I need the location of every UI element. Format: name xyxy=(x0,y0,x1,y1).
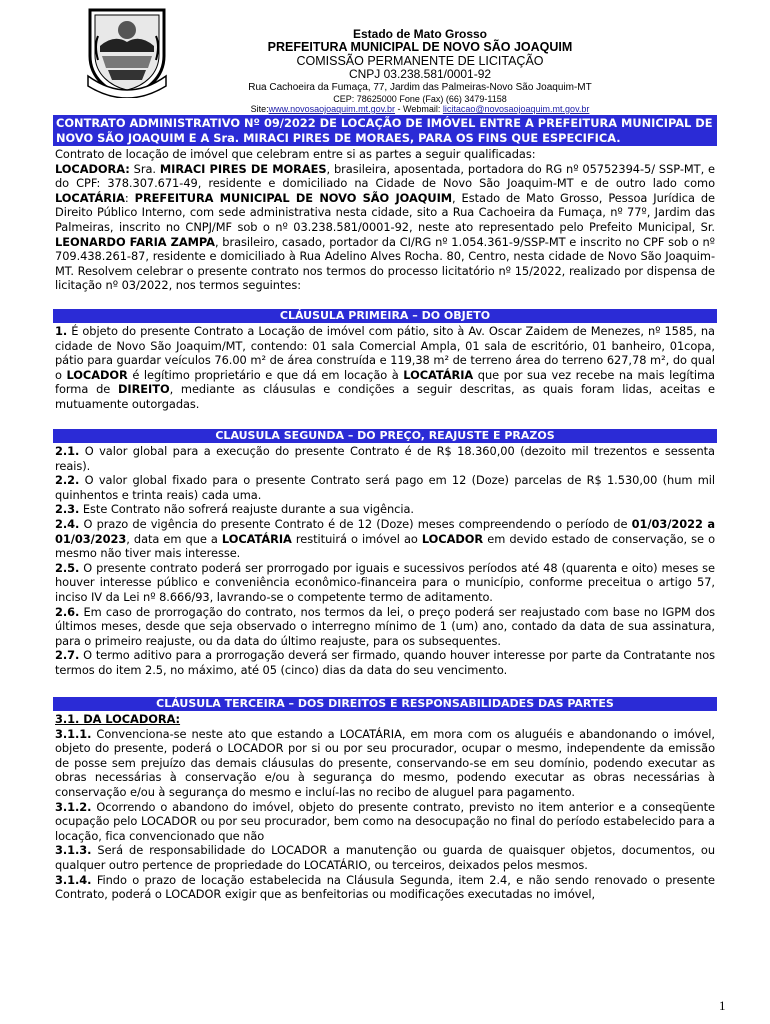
text-run: em devido estado de conservação, se o mesmo não tiver mais interesse. xyxy=(55,531,716,561)
text-run: O termo aditivo para a prorrogação deverá ser firmado, quando houver interesse por parte da Contratante nos termos do item 2.5, no máximo, até 05 (cinco) dias da data do seu vencimento. xyxy=(55,648,715,677)
item-number: 2.4. xyxy=(55,516,80,531)
text-run: que por sua vez recebe na mais legítima forma de xyxy=(55,367,715,397)
bold-term: LOCADOR xyxy=(66,367,128,382)
text-run: Este Contrato não sofrerá reajuste durante a sua vigência. xyxy=(79,502,414,517)
item-number: 3.1.4. xyxy=(55,872,92,887)
clause-1-heading: CLÁUSULA PRIMEIRA – DO OBJETO xyxy=(53,309,717,323)
text-run: , mediante as cláusulas e condições a seguir descritas, as quais foram lidas, aceitas e mutuamente outorgadas. xyxy=(55,382,715,411)
subsection-locadora: 3.1. DA LOCADORA: xyxy=(55,712,181,726)
parties-paragraph xyxy=(55,162,715,293)
text-run: O valor global para a execução do presente Contrato é de R$ 18.360,00 (dezoito mil trezentos e sessenta reais). xyxy=(55,444,715,473)
cep-phone-line: CEP: 78625000 Fone (Fax) (66) 3479-1158 xyxy=(333,94,507,104)
item-number: 1. xyxy=(55,324,68,338)
clause-3-heading: CLÁUSULA TERCEIRA – DOS DIREITOS E RESPONSABILIDADES DAS PARTES xyxy=(53,697,717,711)
item-3-1-3 xyxy=(55,843,715,872)
site-line xyxy=(180,105,660,114)
item-3-1-1 xyxy=(55,727,715,800)
clause-1-paragraph xyxy=(55,324,715,412)
webmail-link[interactable]: licitacao@novosaojoaquim.mt.gov.br xyxy=(442,104,590,114)
bold-term: LOCATÁRIA xyxy=(403,367,474,382)
vigencia-dates: 01/03/2022 a 01/03/2023 xyxy=(55,516,716,546)
text-run: é legítimo proprietário e que dá em locação à xyxy=(127,367,404,382)
locataria-label: LOCATÁRIA xyxy=(55,190,125,205)
text-run: , brasileira, aposentada, portadora do RG nº 05752394-5/ SSP-MT, e do CPF: 378.307.671-49, residente e domiciliado na Cidade de Novo São Joaquim-MT e de outro lado como xyxy=(55,161,715,191)
item-number: 2.2. xyxy=(55,473,80,488)
text-run: , data em que a xyxy=(126,531,222,546)
clause-2-heading: CLAUSULA SEGUNDA – DO PREÇO, REAJUSTE E PRAZOS xyxy=(53,429,717,443)
item-number: 2.6. xyxy=(55,604,80,619)
text-run: O valor global fixado para o presente Contrato será pago em 12 (Doze) parcelas de R$ 1.530,00 (hum mil quinhentos e trinta reais) cada uma. xyxy=(55,473,715,502)
text-run: Sra. xyxy=(129,161,160,176)
clause-1-body xyxy=(55,324,715,412)
item-2-3 xyxy=(55,502,715,517)
locadora-name: MIRACI PIRES DE MORAES xyxy=(159,161,327,176)
intro-section xyxy=(55,147,715,293)
webmail-label: - Webmail: xyxy=(395,104,443,114)
text-run: O prazo de vigência do presente Contrato é de 12 (Doze) meses compreendendo o período de xyxy=(79,516,632,531)
text-run: Em caso de prorrogação do contrato, nos termos da lei, o preço poderá ser reajustado com base no IGPM dos últimos meses, desde que seja observado o interregno mínimo de 1 (um) ano, contado da data de sua assinatura, para o primeiro reajuste, ou da data do último reajuste, para os subsequentes. xyxy=(55,604,715,648)
commission-name: COMISSÃO PERMANENTE DE LICITAÇÃO xyxy=(296,54,544,68)
text-run: , Estado de Mato Grosso, Pessoa Jurídica de Direito Público Interno, com sede administrativa nesta cidade, sito a Rua Cachoeira da Fumaça, nº 77º, Jardim das Palmeiras, inscrito no CNPJ/MF sob o nº 03.238.581/0001-92, neste ato representado pelo Prefeito Municipal, Sr. xyxy=(55,190,715,234)
text-run: Será de responsabilidade do LOCADOR a manutenção ou guarda de quaisquer objetos, documentos, ou qualquer outro pertence de propriedade do LOCATÁRIO, ou terceiros, deixados pelos mesmos. xyxy=(55,843,715,872)
text-run: Findo o prazo de locação estabelecida na Cláusula Segunda, item 2.4, e não sendo renovado o presente Contrato, poderá o LOCADOR exigir que as benfeitorias ou modificações executadas no imóvel, xyxy=(55,872,715,902)
item-number: 2.7. xyxy=(55,648,80,663)
item-number: 2.1. xyxy=(55,444,80,458)
locataria-name: PREFEITURA MUNICIPAL DE NOVO SÃO JOAQUIM xyxy=(134,190,453,205)
page-number: 1 xyxy=(719,998,726,1013)
item-number: 2.5. xyxy=(55,560,80,575)
text-run: restituirá o imóvel ao xyxy=(291,531,422,546)
text-run: Ocorrendo o abandono do imóvel, objeto do presente contrato, previsto no item anterior e a conseqüente ocupação pelo LOCADOR ou por seu procurador, bem como na desocupação no final do período estabelecido para a locação, fica convencionado que não xyxy=(55,799,715,843)
text-run: , brasileiro, casado, portador da CI/RG nº 1.054.361-9/SSP-MT e inscrito no CPF sob o nº 709.438.261-87, residente e domiciliado à Rua Adelino Alves Rocha. 80, Centro, nesta cidade de Novo São Joaquim-MT. Resolvem celebrar o presente contrato nos termos do processo licitatório nº 15/2022, realizado por dispensa de licitação nº 03/2022, nos termos seguintes: xyxy=(55,234,715,293)
item-number: 3.1.2. xyxy=(55,799,92,814)
bold-term: LOCATÁRIA xyxy=(221,531,292,546)
text-run: É objeto do presente Contrato a Locação de imóvel com pátio, sito à Av. Oscar Zaidem de Menezes, nº 1585, na cidade de Novo São Joaquim/MT, contendo: 01 sala Comercial Ampla, 01 sala de escritório, 01 banheiro, 01copa, pátio para guardar veículos 76.00 m² de área construída e 119,38 m² de terreno área do terreno 627,78 m², do qual o xyxy=(55,324,715,382)
site-label: Site: xyxy=(250,104,269,114)
municipal-crest-logo xyxy=(86,6,168,98)
mayor-name: LEONARDO FARIA ZAMPA xyxy=(55,234,215,249)
address-line: Rua Cachoeira da Fumaça, 77, Jardim das Palmeiras-Novo São Joaquim-MT xyxy=(248,82,592,93)
site-link[interactable]: www.novosaojoaquim.mt.gov.br xyxy=(268,104,396,114)
item-3-1-2 xyxy=(55,800,715,844)
item-3-1-4 xyxy=(55,873,715,902)
item-2-5 xyxy=(55,561,715,605)
item-2-1 xyxy=(55,444,715,473)
bold-term: LOCADOR xyxy=(421,531,484,546)
item-number: 2.3. xyxy=(55,502,80,517)
item-2-7 xyxy=(55,648,715,677)
prefeitura-name: PREFEITURA MUNICIPAL DE NOVO SÃO JOAQUIM xyxy=(267,40,573,54)
text-run: O presente contrato poderá ser prorrogado por iguais e sucessivos períodos até 48 (quarenta e oito) meses se houver interesse público e conveniência econômico-financeira para o município, conforme preceitua o artigo 57, inciso IV da Lei nº 8.666/93, lavrando-se o competente termo de aditamento. xyxy=(55,560,715,604)
intro-paragraph: Contrato de locação de imóvel que celebram entre si as partes a seguir qualificadas: xyxy=(55,147,536,161)
state-name: Estado de Mato Grosso xyxy=(352,27,488,41)
text-run: Convenciona-se neste ato que estando a LOCATÁRIA, em mora com os aluguéis e abandonando o imóvel, objeto do presente, poderá o LOCADOR por si ou por seu procurador, ocupar o mesmo, independente da emissão de posse sem prejuízo das demais cláusulas do presente, conservando-se em seu domínio, podendo executar as obras necessárias à conservação e/ou à segurança do mesmo, podendo executar as obras necessárias à conservação e/ou à segurança do mesmo e incluí-las no recibo de aluguel para pagamento. xyxy=(55,726,715,799)
bold-term: DIREITO xyxy=(117,382,170,397)
contract-title: CONTRATO ADMINISTRATIVO Nº 09/2022 DE LOCAÇÃO DE IMÓVEL ENTRE A PREFEITURA MUNICIPAL DE NOVO SÃO JOAQUIM E A Sra. MIRACI PIRES DE MORAES, PARA OS FINS QUE ESPECIFICA. xyxy=(53,115,717,146)
item-number: 3.1.1. xyxy=(55,726,92,741)
clause-2-body xyxy=(55,444,715,678)
cnpj-line: CNPJ 03.238.581/0001-92 xyxy=(348,67,492,81)
clause-3-body xyxy=(55,712,715,902)
item-number: 3.1.3. xyxy=(55,843,92,858)
item-2-6 xyxy=(55,605,715,649)
item-2-4 xyxy=(55,517,715,561)
locadora-label: LOCADORA: xyxy=(55,161,130,176)
text-run: : xyxy=(124,190,135,205)
item-2-2 xyxy=(55,473,715,502)
